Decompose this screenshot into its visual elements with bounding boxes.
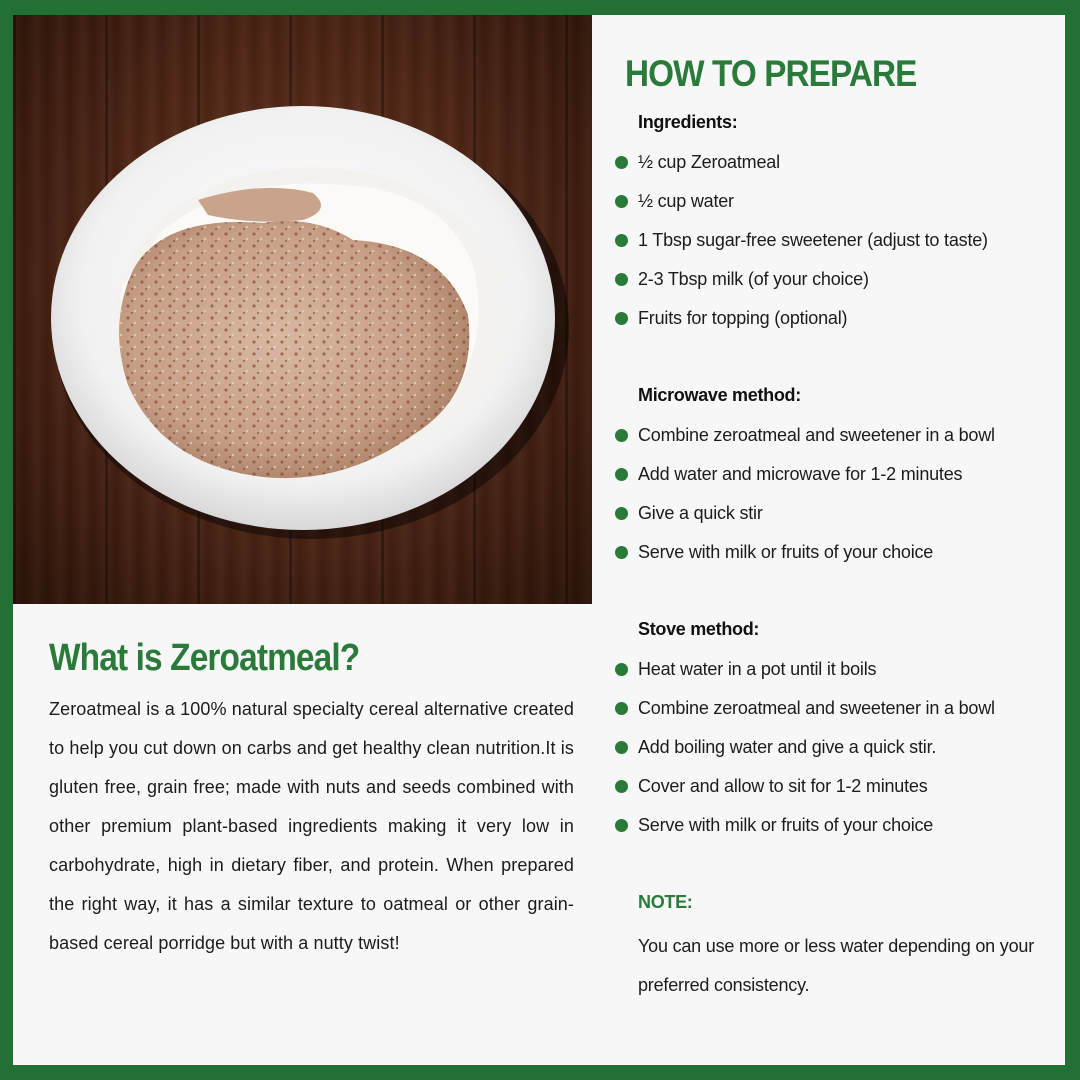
what-is-zeroatmeal-body: Zeroatmeal is a 100% natural specialty cereal alternative created to help you cut down on carbs and get healthy clean nutrition.It is gluten free, grain free; made with nuts and seeds combined with other premium plant-based ingredients making it very low in carbohydrate, high in dietary fiber, and protein. When prepared the right way, it has a similar texture to oatmeal or other grain-based cereal porridge but with a nutty twist! [49, 699, 574, 953]
list-item-text: Serve with milk or fruits of your choice [638, 814, 934, 835]
bullet-icon [615, 234, 628, 247]
list-item [615, 462, 962, 486]
list-item-text: Add water and microwave for 1-2 minutes [638, 463, 963, 484]
bullet-icon [615, 663, 628, 676]
oatmeal-bowl-photo [13, 15, 592, 604]
list-item-text: Fruits for topping (optional) [638, 307, 848, 328]
note-text: You can use more or less water depending on your preferred consistency. [638, 936, 1034, 995]
bullet-icon [615, 312, 628, 325]
list-item [615, 150, 780, 174]
list-item-text: Serve with milk or fruits of your choice [638, 541, 934, 562]
bullet-icon [615, 195, 628, 208]
bullet-icon [615, 273, 628, 286]
list-item [615, 189, 734, 213]
what-is-zeroatmeal-title: What is Zeroatmeal? [49, 637, 360, 679]
how-to-prepare-title: HOW TO PREPARE [625, 53, 917, 94]
list-item [615, 813, 933, 837]
recipe-card [13, 15, 1065, 1065]
list-item [615, 228, 988, 252]
bullet-icon [615, 429, 628, 442]
ingredients-heading: Ingredients: [638, 112, 738, 132]
bullet-icon [615, 741, 628, 754]
bullet-icon [615, 819, 628, 832]
list-item [615, 306, 847, 330]
list-item-text: Cover and allow to sit for 1-2 minutes [638, 775, 928, 796]
list-item-text: Add boiling water and give a quick stir. [638, 736, 937, 757]
stove-heading: Stove method: [638, 619, 760, 639]
bullet-icon [615, 702, 628, 715]
bullet-icon [615, 507, 628, 520]
bowl-illustration [13, 15, 592, 604]
list-item [615, 735, 936, 759]
list-item [615, 657, 876, 681]
microwave-heading: Microwave method: [638, 385, 801, 405]
list-item-text: ½ cup water [638, 190, 734, 211]
list-item-text: Combine zeroatmeal and sweetener in a bowl [638, 424, 995, 445]
list-item [615, 267, 869, 291]
list-item [615, 696, 995, 720]
list-item-text: 2-3 Tbsp milk (of your choice) [638, 268, 869, 289]
note-heading: NOTE: [638, 892, 693, 912]
bullet-icon [615, 468, 628, 481]
list-item-text: Give a quick stir [638, 502, 763, 523]
list-item-text: ½ cup Zeroatmeal [638, 151, 780, 172]
list-item [615, 501, 763, 525]
list-item [615, 540, 933, 564]
list-item-text: Combine zeroatmeal and sweetener in a bowl [638, 697, 995, 718]
list-item-text: Heat water in a pot until it boils [638, 658, 877, 679]
list-item-text: 1 Tbsp sugar-free sweetener (adjust to taste) [638, 229, 988, 250]
bullet-icon [615, 156, 628, 169]
list-item [615, 774, 928, 798]
list-item [615, 423, 995, 447]
bullet-icon [615, 780, 628, 793]
bullet-icon [615, 546, 628, 559]
